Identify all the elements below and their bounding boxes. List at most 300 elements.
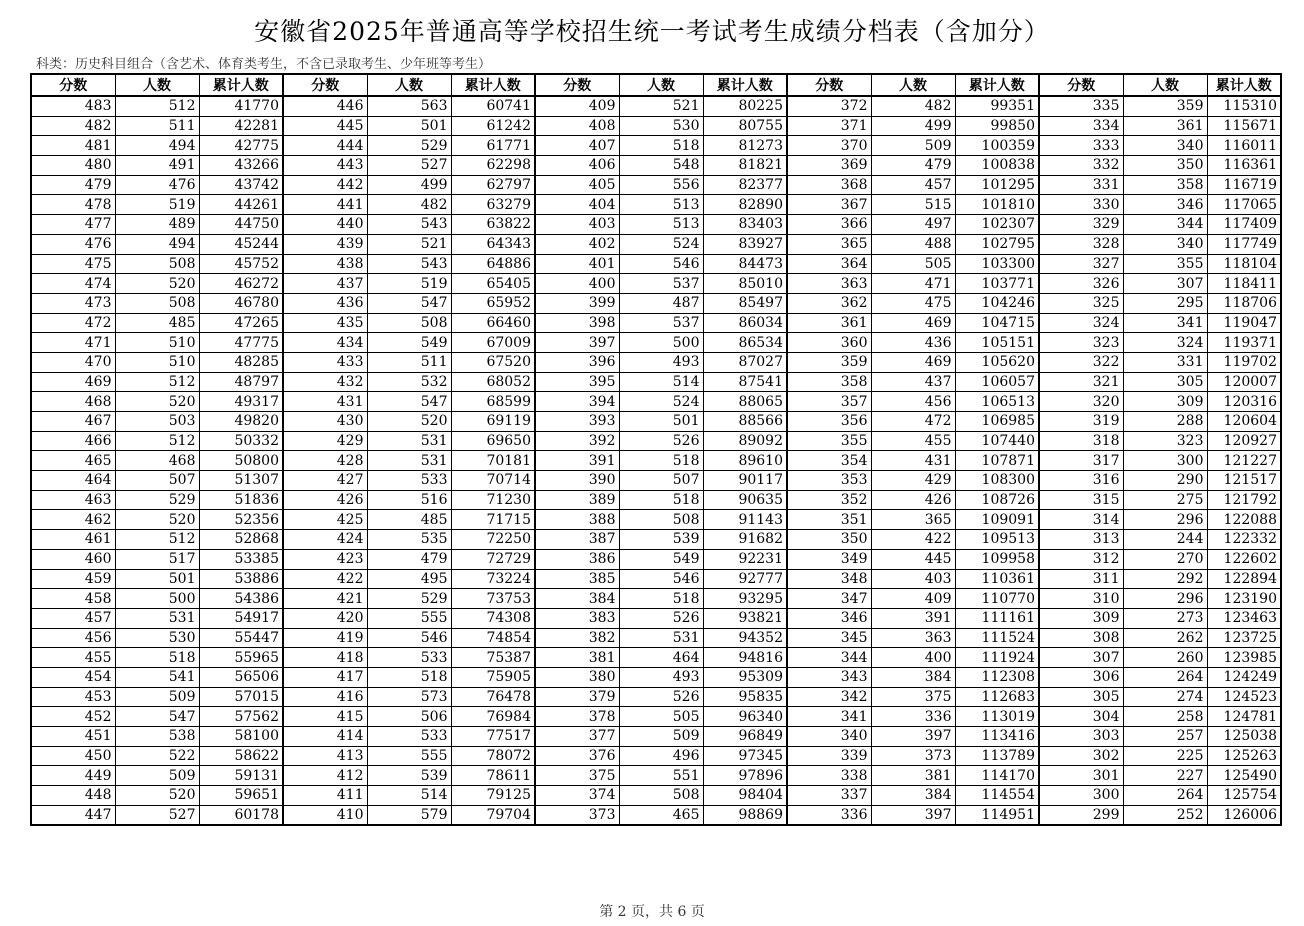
table-cell: 403 — [535, 215, 619, 235]
table-cell: 549 — [367, 333, 451, 353]
table-cell: 358 — [1123, 175, 1207, 195]
table-cell: 69650 — [451, 431, 535, 451]
table-cell: 381 — [871, 766, 955, 786]
table-cell: 89610 — [703, 451, 787, 471]
table-cell: 482 — [31, 116, 115, 136]
table-cell: 76984 — [451, 707, 535, 727]
table-cell: 123463 — [1207, 608, 1281, 628]
table-cell: 62298 — [451, 156, 535, 176]
table-cell: 116719 — [1207, 175, 1281, 195]
table-cell: 72729 — [451, 549, 535, 569]
table-cell: 93295 — [703, 589, 787, 609]
table-cell: 44261 — [199, 195, 283, 215]
table-cell: 531 — [367, 431, 451, 451]
table-cell: 509 — [115, 687, 199, 707]
table-row — [31, 471, 1281, 491]
score-table — [30, 73, 1282, 826]
table-cell: 375 — [871, 687, 955, 707]
table-cell: 507 — [619, 471, 703, 491]
table-cell: 373 — [535, 805, 619, 825]
table-cell: 81821 — [703, 156, 787, 176]
table-row — [31, 313, 1281, 333]
column-header: 累计人数 — [703, 74, 787, 96]
table-cell: 531 — [115, 608, 199, 628]
table-cell: 365 — [871, 510, 955, 530]
table-cell: 114554 — [955, 786, 1039, 806]
table-cell: 455 — [871, 431, 955, 451]
table-cell: 73224 — [451, 569, 535, 589]
table-cell: 81273 — [703, 136, 787, 156]
table-cell: 318 — [1039, 431, 1123, 451]
table-cell: 365 — [787, 234, 871, 254]
table-cell: 264 — [1123, 667, 1207, 687]
table-cell: 337 — [787, 786, 871, 806]
table-row — [31, 608, 1281, 628]
table-cell: 317 — [1039, 451, 1123, 471]
table-cell: 377 — [535, 727, 619, 747]
table-row — [31, 234, 1281, 254]
table-cell: 505 — [619, 707, 703, 727]
table-cell: 303 — [1039, 727, 1123, 747]
table-cell: 66460 — [451, 313, 535, 333]
table-cell: 96340 — [703, 707, 787, 727]
table-row — [31, 766, 1281, 786]
table-cell: 512 — [115, 372, 199, 392]
table-cell: 529 — [367, 589, 451, 609]
table-cell: 424 — [283, 530, 367, 550]
table-cell: 513 — [619, 215, 703, 235]
table-cell: 275 — [1123, 490, 1207, 510]
table-cell: 520 — [115, 786, 199, 806]
table-cell: 469 — [871, 313, 955, 333]
table-row — [31, 628, 1281, 648]
table-cell: 54917 — [199, 608, 283, 628]
table-cell: 320 — [1039, 392, 1123, 412]
table-cell: 471 — [871, 274, 955, 294]
table-cell: 124781 — [1207, 707, 1281, 727]
table-cell: 514 — [367, 786, 451, 806]
table-cell: 120604 — [1207, 412, 1281, 432]
table-cell: 515 — [871, 195, 955, 215]
table-cell: 363 — [787, 274, 871, 294]
table-cell: 41770 — [199, 96, 283, 116]
table-cell: 103771 — [955, 274, 1039, 294]
table-cell: 359 — [1123, 96, 1207, 116]
table-cell: 312 — [1039, 549, 1123, 569]
table-cell: 509 — [115, 766, 199, 786]
table-cell: 80755 — [703, 116, 787, 136]
table-cell: 47265 — [199, 313, 283, 333]
table-cell: 101810 — [955, 195, 1039, 215]
table-cell: 519 — [115, 195, 199, 215]
table-cell: 44750 — [199, 215, 283, 235]
table-cell: 336 — [787, 805, 871, 825]
table-cell: 431 — [283, 392, 367, 412]
table-cell: 309 — [1123, 392, 1207, 412]
table-row — [31, 530, 1281, 550]
table-cell: 400 — [535, 274, 619, 294]
table-cell: 555 — [367, 746, 451, 766]
table-cell: 524 — [619, 392, 703, 412]
table-cell: 83927 — [703, 234, 787, 254]
table-cell: 75387 — [451, 648, 535, 668]
table-cell: 108726 — [955, 490, 1039, 510]
table-cell: 113416 — [955, 727, 1039, 747]
table-cell: 50332 — [199, 431, 283, 451]
table-cell: 115310 — [1207, 96, 1281, 116]
table-cell: 78611 — [451, 766, 535, 786]
table-cell: 511 — [115, 116, 199, 136]
table-cell: 520 — [115, 510, 199, 530]
table-cell: 443 — [283, 156, 367, 176]
table-cell: 104246 — [955, 293, 1039, 313]
table-cell: 103300 — [955, 254, 1039, 274]
table-cell: 125038 — [1207, 727, 1281, 747]
table-cell: 508 — [619, 786, 703, 806]
table-cell: 549 — [619, 549, 703, 569]
table-cell: 438 — [283, 254, 367, 274]
table-cell: 359 — [787, 352, 871, 372]
table-cell: 451 — [31, 727, 115, 747]
table-cell: 547 — [367, 293, 451, 313]
table-cell: 465 — [31, 451, 115, 471]
table-cell: 407 — [535, 136, 619, 156]
table-cell: 432 — [283, 372, 367, 392]
table-cell: 463 — [31, 490, 115, 510]
table-cell: 530 — [115, 628, 199, 648]
table-cell: 118104 — [1207, 254, 1281, 274]
table-cell: 58622 — [199, 746, 283, 766]
table-cell: 436 — [283, 293, 367, 313]
category-subtitle: 科类：历史科目组合（含艺术、体育类考生，不含已录取考生、少年班等考生） — [36, 57, 492, 72]
table-cell: 493 — [619, 667, 703, 687]
table-cell: 86534 — [703, 333, 787, 353]
table-cell: 78072 — [451, 746, 535, 766]
table-cell: 510 — [115, 333, 199, 353]
table-cell: 118411 — [1207, 274, 1281, 294]
table-cell: 46272 — [199, 274, 283, 294]
table-cell: 54386 — [199, 589, 283, 609]
table-cell: 355 — [1123, 254, 1207, 274]
table-row — [31, 687, 1281, 707]
table-cell: 518 — [619, 451, 703, 471]
table-cell: 385 — [535, 569, 619, 589]
table-cell: 361 — [787, 313, 871, 333]
table-cell: 46780 — [199, 293, 283, 313]
table-cell: 114170 — [955, 766, 1039, 786]
table-row — [31, 352, 1281, 372]
table-cell: 61771 — [451, 136, 535, 156]
table-cell: 395 — [535, 372, 619, 392]
table-cell: 105151 — [955, 333, 1039, 353]
table-cell: 450 — [31, 746, 115, 766]
table-row — [31, 667, 1281, 687]
table-cell: 310 — [1039, 589, 1123, 609]
table-cell: 518 — [619, 136, 703, 156]
table-cell: 507 — [115, 471, 199, 491]
table-cell: 305 — [1039, 687, 1123, 707]
table-cell: 531 — [619, 628, 703, 648]
table-cell: 400 — [871, 648, 955, 668]
table-cell: 446 — [283, 96, 367, 116]
table-cell: 476 — [115, 175, 199, 195]
table-row — [31, 589, 1281, 609]
table-cell: 340 — [787, 727, 871, 747]
table-cell: 546 — [367, 628, 451, 648]
table-cell: 520 — [367, 412, 451, 432]
table-cell: 459 — [31, 569, 115, 589]
table-cell: 495 — [367, 569, 451, 589]
table-row — [31, 195, 1281, 215]
table-cell: 345 — [787, 628, 871, 648]
table-row — [31, 431, 1281, 451]
table-cell: 110361 — [955, 569, 1039, 589]
table-cell: 413 — [283, 746, 367, 766]
table-cell: 522 — [115, 746, 199, 766]
table-cell: 288 — [1123, 412, 1207, 432]
table-cell: 514 — [619, 372, 703, 392]
table-cell: 296 — [1123, 589, 1207, 609]
table-cell: 118706 — [1207, 293, 1281, 313]
table-cell: 60178 — [199, 805, 283, 825]
table-cell: 331 — [1039, 175, 1123, 195]
table-cell: 420 — [283, 608, 367, 628]
table-cell: 307 — [1123, 274, 1207, 294]
table-cell: 52356 — [199, 510, 283, 530]
table-cell: 546 — [619, 254, 703, 274]
table-cell: 462 — [31, 510, 115, 530]
table-cell: 509 — [871, 136, 955, 156]
table-cell: 511 — [367, 352, 451, 372]
table-cell: 526 — [619, 687, 703, 707]
table-cell: 299 — [1039, 805, 1123, 825]
table-cell: 449 — [31, 766, 115, 786]
table-cell: 519 — [367, 274, 451, 294]
table-cell: 257 — [1123, 727, 1207, 747]
table-cell: 442 — [283, 175, 367, 195]
table-cell: 411 — [283, 786, 367, 806]
table-cell: 489 — [115, 215, 199, 235]
table-cell: 117065 — [1207, 195, 1281, 215]
table-cell: 90117 — [703, 471, 787, 491]
table-cell: 503 — [115, 412, 199, 432]
table-cell: 371 — [787, 116, 871, 136]
table-cell: 399 — [535, 293, 619, 313]
table-cell: 480 — [31, 156, 115, 176]
table-cell: 301 — [1039, 766, 1123, 786]
table-cell: 520 — [115, 392, 199, 412]
table-cell: 388 — [535, 510, 619, 530]
table-cell: 94816 — [703, 648, 787, 668]
table-cell: 111161 — [955, 608, 1039, 628]
table-cell: 319 — [1039, 412, 1123, 432]
table-cell: 48285 — [199, 352, 283, 372]
table-cell: 384 — [535, 589, 619, 609]
table-cell: 472 — [871, 412, 955, 432]
table-cell: 437 — [871, 372, 955, 392]
table-cell: 43742 — [199, 175, 283, 195]
table-cell: 344 — [1123, 215, 1207, 235]
table-cell: 305 — [1123, 372, 1207, 392]
table-cell: 110770 — [955, 589, 1039, 609]
table-cell: 527 — [367, 156, 451, 176]
table-cell: 74854 — [451, 628, 535, 648]
table-cell: 508 — [115, 254, 199, 274]
table-cell: 527 — [115, 805, 199, 825]
table-cell: 70181 — [451, 451, 535, 471]
table-cell: 61242 — [451, 116, 535, 136]
table-cell: 445 — [283, 116, 367, 136]
table-cell: 83403 — [703, 215, 787, 235]
table-cell: 546 — [619, 569, 703, 589]
table-cell: 397 — [871, 805, 955, 825]
table-cell: 101295 — [955, 175, 1039, 195]
table-cell: 97896 — [703, 766, 787, 786]
table-cell: 82377 — [703, 175, 787, 195]
table-cell: 455 — [31, 648, 115, 668]
table-cell: 105620 — [955, 352, 1039, 372]
table-cell: 501 — [115, 569, 199, 589]
table-cell: 518 — [115, 648, 199, 668]
table-cell: 323 — [1039, 333, 1123, 353]
table-cell: 89092 — [703, 431, 787, 451]
table-cell: 512 — [115, 431, 199, 451]
table-row — [31, 372, 1281, 392]
column-header: 人数 — [619, 74, 703, 96]
column-header: 分数 — [787, 74, 871, 96]
table-cell: 499 — [367, 175, 451, 195]
table-cell: 356 — [787, 412, 871, 432]
table-cell: 85010 — [703, 274, 787, 294]
table-cell: 95309 — [703, 667, 787, 687]
table-cell: 114951 — [955, 805, 1039, 825]
table-cell: 67520 — [451, 352, 535, 372]
table-cell: 264 — [1123, 786, 1207, 806]
table-cell: 346 — [1123, 195, 1207, 215]
table-cell: 493 — [619, 352, 703, 372]
table-cell: 369 — [787, 156, 871, 176]
table-row — [31, 215, 1281, 235]
table-cell: 51836 — [199, 490, 283, 510]
table-cell: 348 — [787, 569, 871, 589]
table-cell: 225 — [1123, 746, 1207, 766]
table-cell: 124249 — [1207, 667, 1281, 687]
table-cell: 391 — [535, 451, 619, 471]
table-row — [31, 510, 1281, 530]
table-cell: 354 — [787, 451, 871, 471]
table-cell: 88065 — [703, 392, 787, 412]
table-cell: 398 — [535, 313, 619, 333]
table-cell: 362 — [787, 293, 871, 313]
table-cell: 479 — [871, 156, 955, 176]
table-cell: 324 — [1039, 313, 1123, 333]
table-cell: 106513 — [955, 392, 1039, 412]
table-cell: 379 — [535, 687, 619, 707]
table-cell: 124523 — [1207, 687, 1281, 707]
table-cell: 403 — [871, 569, 955, 589]
table-cell: 506 — [367, 707, 451, 727]
table-cell: 518 — [619, 490, 703, 510]
table-cell: 406 — [535, 156, 619, 176]
table-cell: 482 — [871, 96, 955, 116]
table-row — [31, 746, 1281, 766]
table-row — [31, 116, 1281, 136]
table-cell: 533 — [367, 727, 451, 747]
table-cell: 112683 — [955, 687, 1039, 707]
table-cell: 55447 — [199, 628, 283, 648]
table-cell: 107440 — [955, 431, 1039, 451]
table-cell: 63279 — [451, 195, 535, 215]
table-cell: 435 — [283, 313, 367, 333]
table-cell: 125263 — [1207, 746, 1281, 766]
table-cell: 341 — [1123, 313, 1207, 333]
table-cell: 115671 — [1207, 116, 1281, 136]
table-cell: 109091 — [955, 510, 1039, 530]
table-cell: 440 — [283, 215, 367, 235]
table-cell: 482 — [367, 195, 451, 215]
table-cell: 426 — [283, 490, 367, 510]
table-cell: 361 — [1123, 116, 1207, 136]
table-cell: 363 — [871, 628, 955, 648]
table-cell: 512 — [115, 96, 199, 116]
table-cell: 98869 — [703, 805, 787, 825]
table-cell: 339 — [787, 746, 871, 766]
table-cell: 108300 — [955, 471, 1039, 491]
table-cell: 100359 — [955, 136, 1039, 156]
table-cell: 75905 — [451, 667, 535, 687]
table-cell: 414 — [283, 727, 367, 747]
table-cell: 109958 — [955, 549, 1039, 569]
table-cell: 85497 — [703, 293, 787, 313]
table-cell: 422 — [283, 569, 367, 589]
table-cell: 97345 — [703, 746, 787, 766]
table-cell: 49820 — [199, 412, 283, 432]
table-cell: 45244 — [199, 234, 283, 254]
table-cell: 410 — [283, 805, 367, 825]
table-row — [31, 451, 1281, 471]
table-cell: 358 — [787, 372, 871, 392]
table-cell: 102795 — [955, 234, 1039, 254]
table-cell: 526 — [619, 431, 703, 451]
table-cell: 300 — [1123, 451, 1207, 471]
table-cell: 539 — [367, 766, 451, 786]
table-cell: 57562 — [199, 707, 283, 727]
table-cell: 322 — [1039, 352, 1123, 372]
table-cell: 456 — [871, 392, 955, 412]
table-cell: 343 — [787, 667, 871, 687]
table-row — [31, 136, 1281, 156]
table-cell: 63822 — [451, 215, 535, 235]
table-cell: 401 — [535, 254, 619, 274]
table-cell: 338 — [787, 766, 871, 786]
table-cell: 111924 — [955, 648, 1039, 668]
table-header-row — [31, 74, 1281, 96]
table-cell: 74308 — [451, 608, 535, 628]
table-cell: 80225 — [703, 96, 787, 116]
table-cell: 122332 — [1207, 530, 1281, 550]
table-cell: 469 — [871, 352, 955, 372]
table-cell: 71715 — [451, 510, 535, 530]
table-cell: 547 — [367, 392, 451, 412]
table-cell: 485 — [367, 510, 451, 530]
table-cell: 508 — [115, 293, 199, 313]
table-cell: 352 — [787, 490, 871, 510]
table-cell: 378 — [535, 707, 619, 727]
table-cell: 53385 — [199, 549, 283, 569]
table-cell: 392 — [535, 431, 619, 451]
table-cell: 501 — [367, 116, 451, 136]
table-cell: 470 — [31, 352, 115, 372]
